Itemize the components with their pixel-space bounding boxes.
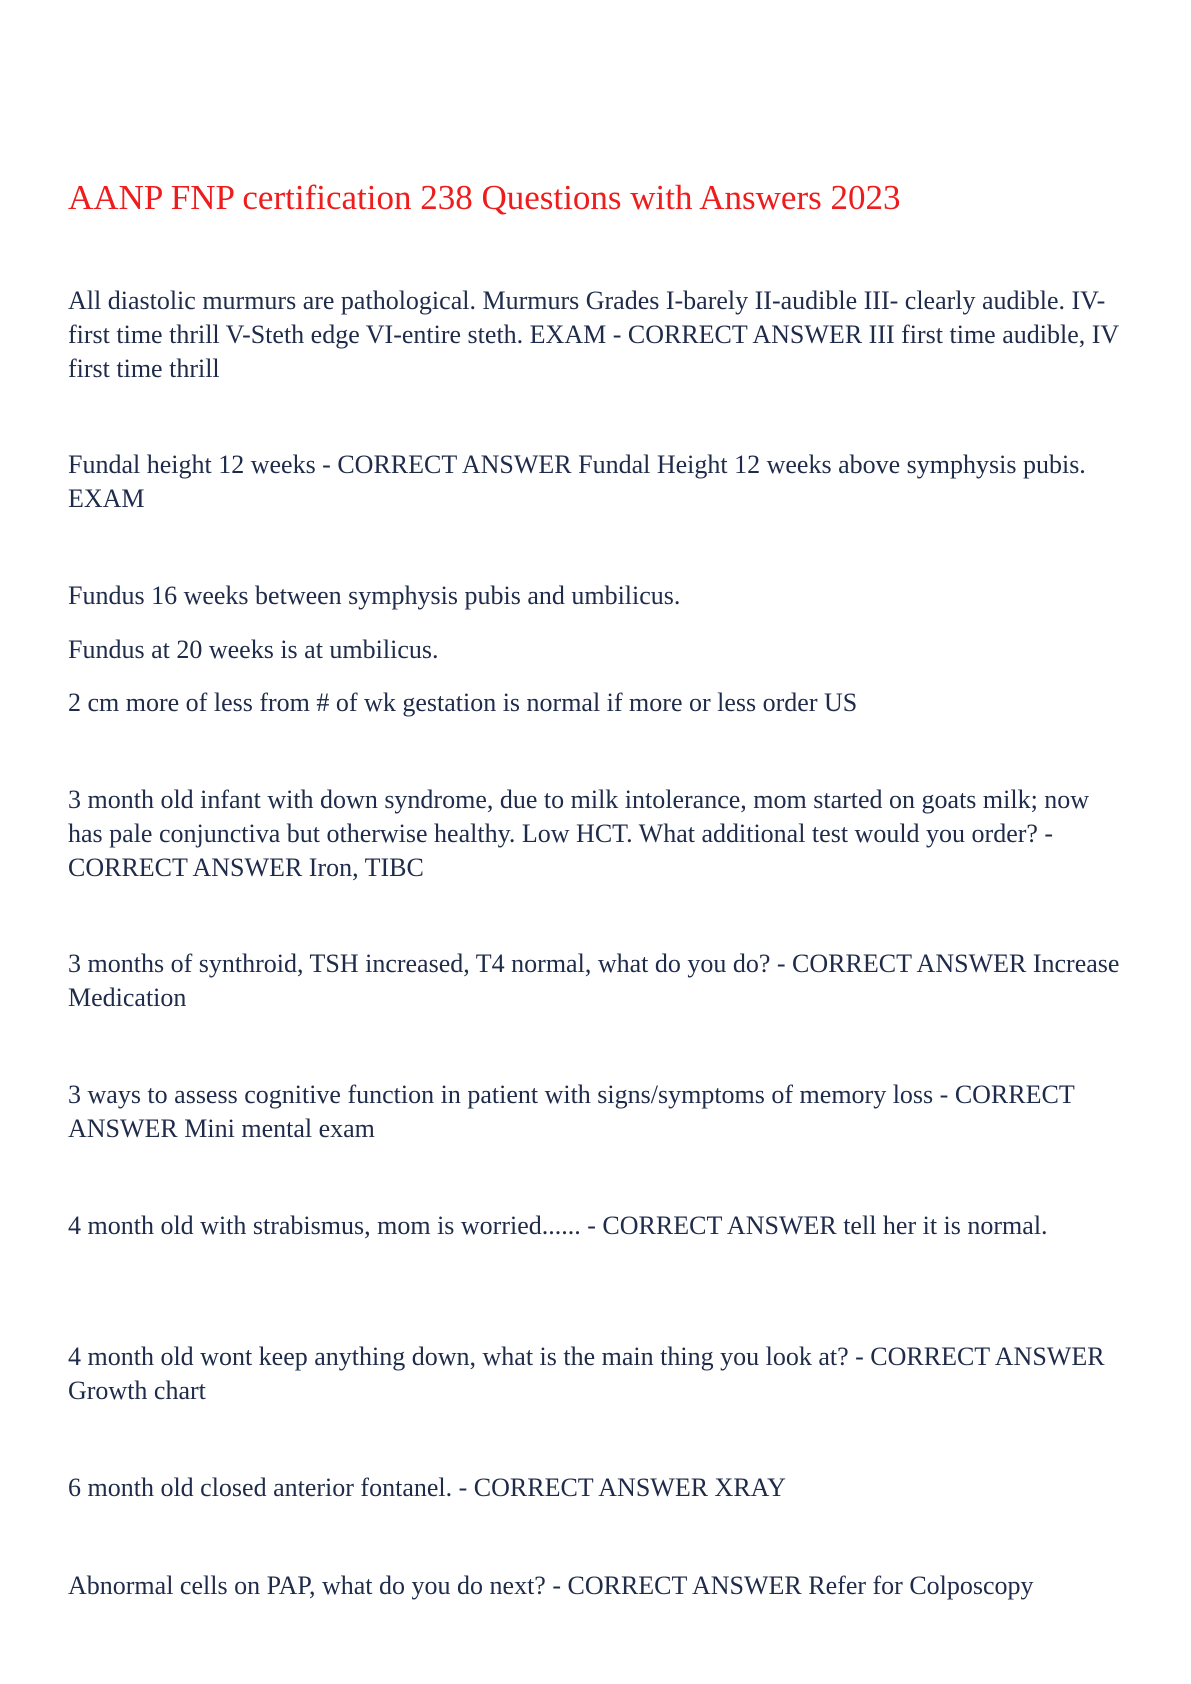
qa-paragraph-murmurs: All diastolic murmurs are pathological. Murmurs Grades I-barely II-audible III- clearly audible. IV- first time thrill V-Steth edge VI-entire steth. EXAM - CORRECT ANSWER III first time audible, IV first time thrill — [68, 286, 1119, 383]
qa-paragraph-strabismus: 4 month old with strabismus, mom is worried...... - CORRECT ANSWER tell her it is normal. — [68, 1211, 1048, 1240]
qa-paragraph-abnormal-pap: Abnormal cells on PAP, what do you do next? - CORRECT ANSWER Refer for Colposcopy — [68, 1571, 1034, 1600]
qa-paragraph-cognitive-function: 3 ways to assess cognitive function in patient with signs/symptoms of memory loss - CORRECT ANSWER Mini mental exam — [68, 1080, 1075, 1143]
document-title: AANP FNP certification 238 Questions with Answers 2023 — [68, 178, 901, 217]
qa-paragraph-down-syndrome-infant: 3 month old infant with down syndrome, due to milk intolerance, mom started on goats milk; now has pale conjunctiva but otherwise healthy. Low HCT. What additional test would you order? - CORRECT ANSWER Iron, TIBC — [68, 785, 1090, 882]
qa-paragraph-fundal-height-12: Fundal height 12 weeks - CORRECT ANSWER Fundal Height 12 weeks above symphysis pubis. EXAM — [68, 450, 1086, 513]
note-fundus-20-weeks: Fundus at 20 weeks is at umbilicus. — [68, 635, 439, 664]
qa-paragraph-synthroid: 3 months of synthroid, TSH increased, T4 normal, what do you do? - CORRECT ANSWER Increase Medication — [68, 949, 1120, 1012]
note-fundal-deviation: 2 cm more of less from # of wk gestation is normal if more or less order US — [68, 688, 858, 717]
qa-paragraph-vomiting-infant: 4 month old wont keep anything down, what is the main thing you look at? - CORRECT ANSWER Growth chart — [68, 1342, 1105, 1405]
note-fundus-16-weeks: Fundus 16 weeks between symphysis pubis and umbilicus. — [68, 581, 681, 610]
qa-paragraph-fontanel: 6 month old closed anterior fontanel. - CORRECT ANSWER XRAY — [68, 1473, 786, 1502]
